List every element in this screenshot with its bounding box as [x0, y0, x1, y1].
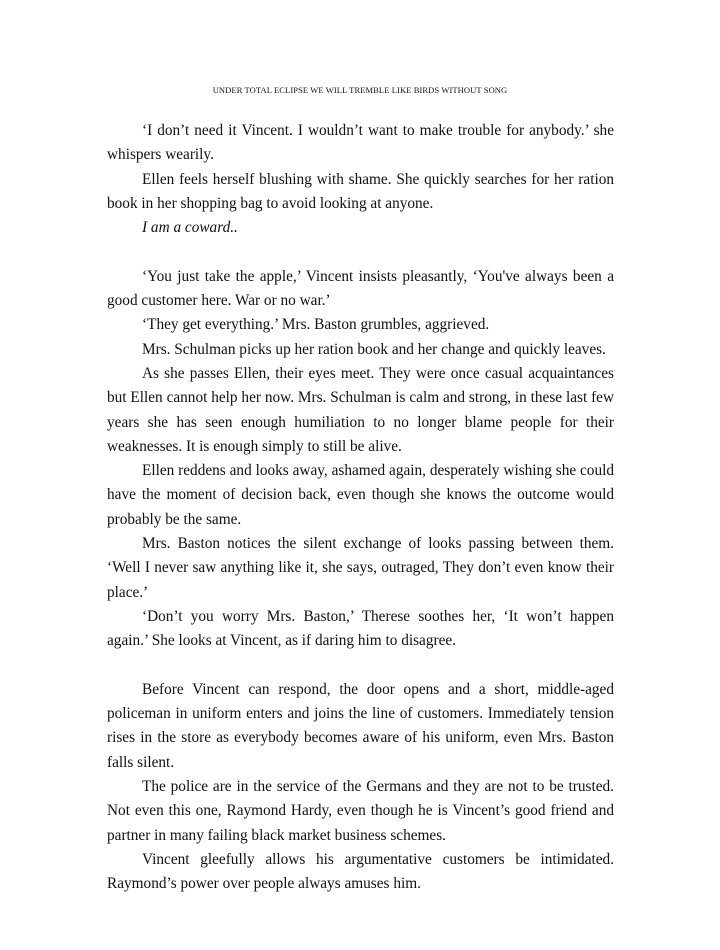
paragraph: Ellen feels herself blushing with shame. She quickly searches for her ration book in her shopping bag to avoid looking at anyone. [107, 170, 614, 212]
manuscript-body [107, 119, 614, 897]
paragraph: Mrs. Schulman picks up her ration book and her change and quickly leaves. [142, 340, 606, 358]
running-header: UNDER TOTAL ECLIPSE WE WILL TREMBLE LIKE BIRDS WITHOUT SONG [212, 85, 508, 95]
paragraph: ‘They get everything.’ Mrs. Baston grumbles, aggrieved. [142, 316, 490, 334]
inner-thought: I am a coward.. [142, 219, 238, 237]
paragraph: Mrs. Baston notices the silent exchange of looks passing between them. ‘Well I never saw anything like it, she says, outraged, They don’t even know their place.’ [107, 535, 614, 601]
paragraph: ‘Don’t you worry Mrs. Baston,’ Therese soothes her, ‘It won’t happen again.’ She looks at Vincent, as if daring him to disagree. [107, 607, 614, 650]
paragraph: ‘I don’t need it Vincent. I wouldn’t want to make trouble for anybody.’ she whispers wearily. [107, 122, 614, 164]
paragraph: As she passes Ellen, their eyes meet. They were once casual acquaintances but Ellen cannot help her now. Mrs. Schulman is calm and strong, in these last few years she has seen enough humiliation to no longer blame people for their weaknesses. It is enough simply to still be alive. [107, 364, 614, 455]
paragraph: Before Vincent can respond, the door opens and a short, middle-aged policeman in uniform enters and joins the line of customers. Immediately tension rises in the store as everybody becomes aware of his uniform, even Mrs. Baston falls silent. [107, 680, 614, 771]
paragraph: The police are in the service of the Germans and they are not to be trusted. Not even this one, Raymond Hardy, even though he is Vincent’s good friend and partner in many failing black market business schemes. [107, 778, 614, 844]
paragraph: Ellen reddens and looks away, ashamed again, desperately wishing she could have the moment of decision back, even though she knows the outcome would probably be the same. [107, 462, 614, 528]
paragraph: Vincent gleefully allows his argumentative customers be intimidated. Raymond’s power over people always amuses him. [107, 850, 614, 893]
paragraph: ‘You just take the apple,’ Vincent insists pleasantly, ‘You've always been a good customer here. War or no war.’ [107, 267, 614, 310]
